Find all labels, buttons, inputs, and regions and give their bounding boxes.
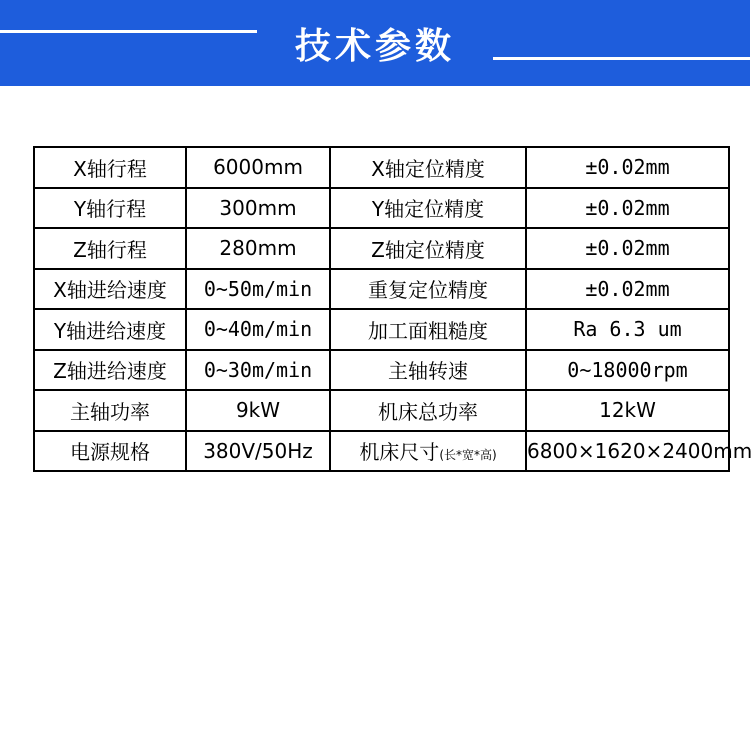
title-banner xyxy=(0,0,750,86)
spec-label: Y轴进给速度 xyxy=(34,309,186,350)
spec-value: ±0.02mm xyxy=(526,188,729,229)
spec-value: 0~18000rpm xyxy=(526,350,729,391)
spec-label: 主轴功率 xyxy=(34,390,186,431)
table-row xyxy=(34,228,729,269)
spec-label: 加工面粗糙度 xyxy=(330,309,526,350)
table-row xyxy=(34,350,729,391)
spec-label: Z轴行程 xyxy=(34,228,186,269)
spec-label-cell xyxy=(330,431,526,472)
table-row xyxy=(34,147,729,188)
spec-value: 6000mm xyxy=(186,147,330,188)
spec-label: Z轴定位精度 xyxy=(330,228,526,269)
spec-value: ±0.02mm xyxy=(526,147,729,188)
spec-label: 电源规格 xyxy=(34,431,186,472)
spec-label: 重复定位精度 xyxy=(330,269,526,310)
table-row xyxy=(34,390,729,431)
table-row xyxy=(34,188,729,229)
spec-value: Ra 6.3 um xyxy=(526,309,729,350)
spec-value: ±0.02mm xyxy=(526,269,729,310)
specs-table xyxy=(33,146,752,472)
page-title: 技术参数 xyxy=(294,26,455,67)
spec-value: 12kW xyxy=(526,390,729,431)
spec-label: X轴进给速度 xyxy=(34,269,186,310)
spec-label: Z轴进给速度 xyxy=(34,350,186,391)
spec-value: ±0.02mm xyxy=(526,228,729,269)
spec-label: 机床总功率 xyxy=(330,390,526,431)
spec-label: Y轴定位精度 xyxy=(330,188,526,229)
spec-value: 9kW xyxy=(186,390,330,431)
spec-label-suffix: (长*宽*高) xyxy=(439,448,497,463)
table-row xyxy=(34,269,729,310)
spec-value: 280mm xyxy=(186,228,330,269)
table-row xyxy=(34,431,729,472)
spec-label: X轴定位精度 xyxy=(330,147,526,188)
spec-value: 6800×1620×2400mm xyxy=(526,431,729,472)
banner-line-right xyxy=(493,57,750,60)
spec-value: 300mm xyxy=(186,188,330,229)
spec-label: X轴行程 xyxy=(34,147,186,188)
spec-value: 0~50m/min xyxy=(186,269,330,310)
spec-value: 0~40m/min xyxy=(186,309,330,350)
banner-line-left xyxy=(0,30,257,33)
spec-label: Y轴行程 xyxy=(34,188,186,229)
spec-label: 主轴转速 xyxy=(330,350,526,391)
spec-value: 0~30m/min xyxy=(186,350,330,391)
table-row xyxy=(34,309,729,350)
spec-label: 机床尺寸 xyxy=(359,440,440,465)
spec-value: 380V/50Hz xyxy=(186,431,330,472)
